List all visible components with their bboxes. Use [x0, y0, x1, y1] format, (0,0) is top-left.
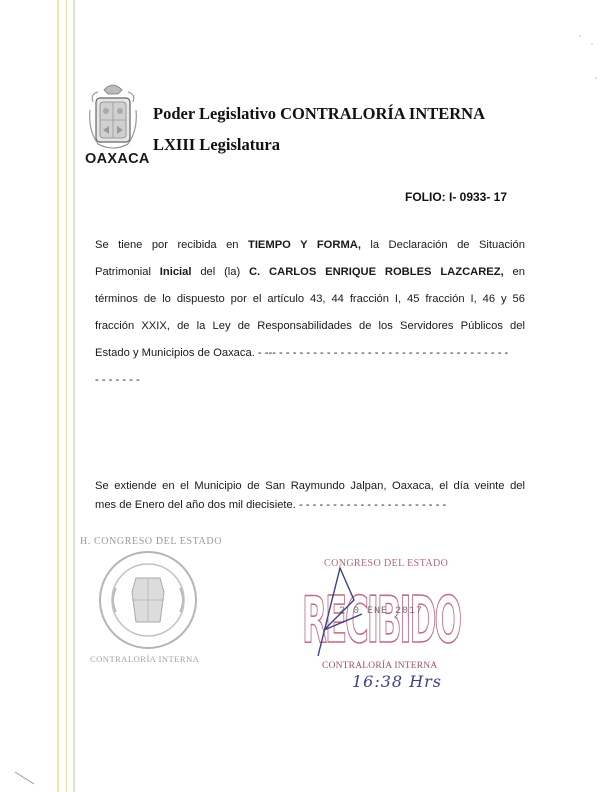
- paragraph-line: mes de Enero del año dos mil diecisiete. - - - - - - - - - - - - - - - - - - - - - -: [95, 499, 447, 511]
- paragraph-line: Estado y Municipios de Oaxaca. - --- - - - - - - - - - - - - - - - - - - - - - - - - - - - - - - - - - -: [95, 347, 509, 359]
- paragraph-line: Se extiende en el Municipio de San Raymundo Jalpan, Oaxaca, el día veinte del: [95, 480, 525, 492]
- paragraph-line: [95, 232, 525, 259]
- handwritten-time: 16:38 Hrs: [352, 672, 443, 691]
- issuance-paragraph: [95, 477, 525, 515]
- state-name: OAXACA: [85, 151, 150, 167]
- text-run: del (la): [191, 266, 250, 278]
- declaration-paragraph: [95, 232, 525, 394]
- text-run: Se tiene por recibida en: [95, 239, 248, 251]
- text-run: Patrimonial: [95, 266, 160, 278]
- congress-seal-icon: [96, 548, 200, 652]
- paragraph-line: [95, 259, 525, 286]
- emphasis-text: TIEMPO Y FORMA,: [247, 239, 361, 251]
- text-run: en: [503, 266, 525, 278]
- paragraph-line: fracción XXIX, de la Ley de Responsabilidades de los Servidores Públicos del: [95, 320, 525, 332]
- received-stamp-top-text: CONGRESO DEL ESTADO: [324, 558, 449, 569]
- header-title: Poder Legislativo CONTRALORÍA INTERNA: [153, 104, 486, 123]
- scan-dots-icon: [570, 30, 600, 90]
- seal-top-text: H. CONGRESO DEL ESTADO: [80, 536, 223, 547]
- received-stamp-bottom-text: CONTRALORÍA INTERNA: [322, 661, 438, 671]
- paragraph-line: - - - - - - -: [95, 374, 140, 386]
- emphasis-text: Inicial: [159, 266, 192, 278]
- paragraph-line: términos de lo dispuesto por el artículo 43, 44 fracción I, 45 fracción I, 46 y 56: [95, 293, 525, 305]
- margin-line-orange: [66, 0, 67, 792]
- margin-line-yellow: [57, 0, 59, 792]
- scan-mark-icon: [14, 770, 36, 786]
- received-stamp-date: 2 0 ENE 2017: [339, 606, 424, 617]
- seal-bottom-text: CONTRALORÍA INTERNA: [90, 654, 200, 664]
- declarant-name: C. CARLOS ENRIQUE ROBLES LAZCAREZ,: [249, 266, 504, 278]
- text-run: la Declaración de Situación: [360, 239, 525, 251]
- oaxaca-coat-of-arms-icon: [88, 80, 138, 152]
- received-stamp-word: RECIBIDO: [302, 584, 461, 652]
- margin-line-green: [73, 0, 75, 792]
- folio-number: FOLIO: I- 0933- 17: [405, 190, 508, 204]
- signature-scribble-icon: [310, 560, 370, 660]
- header-legislature: LXIII Legislatura: [153, 135, 280, 154]
